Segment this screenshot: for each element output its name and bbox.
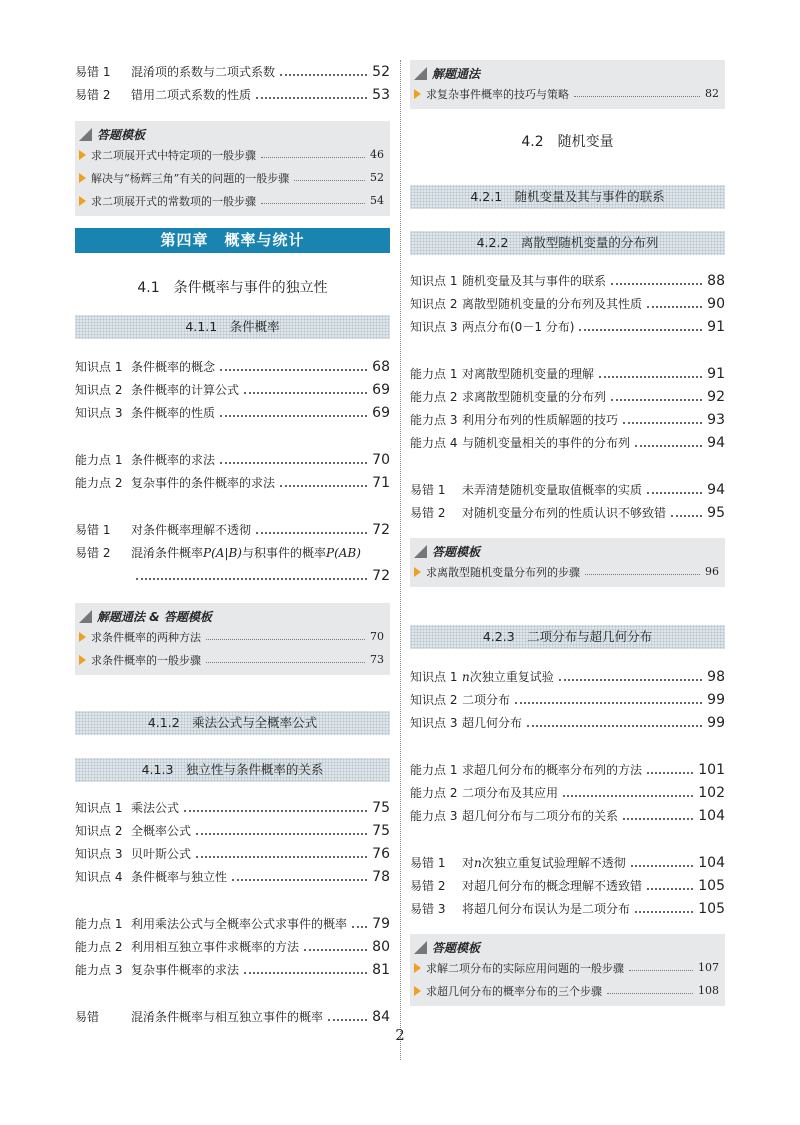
toc-entry-continuation[interactable]: [75, 564, 390, 587]
toc-entry[interactable]: [75, 541, 390, 564]
arrow-icon: [414, 986, 421, 996]
section-heading[interactable]: 4.1 条件概率与事件的独立性: [137, 280, 328, 296]
entry-page: 82: [705, 87, 719, 100]
math-expression: P(A|B): [203, 545, 242, 560]
subsection-band[interactable]: 4.1.3 独立性与条件概率的关系: [75, 758, 390, 782]
entry-title: 求离散型随机变量的分布列: [462, 390, 607, 404]
entry-label: 能力点 4: [410, 436, 458, 450]
entry-page: 105: [698, 877, 725, 894]
toc-entry[interactable]: [410, 408, 725, 431]
dot-leader: [647, 306, 702, 308]
entry-title: 解决与“杨辉三角”有关的问题的一般步骤: [91, 171, 290, 185]
entry-label: 能力点 2: [410, 390, 458, 404]
toc-entry[interactable]: [410, 711, 725, 734]
subsection-band[interactable]: 4.1.1 条件概率: [75, 315, 390, 339]
entry-label: 知识点 1: [75, 801, 123, 815]
arrow-icon: [414, 963, 421, 973]
entry-label: 能力点 3: [75, 963, 123, 977]
toc-entry[interactable]: [75, 83, 390, 106]
entry-page: 92: [707, 388, 725, 405]
dot-leader: [623, 422, 702, 424]
entry-page: 91: [707, 318, 725, 335]
subsection-band[interactable]: 4.1.2 乘法公式与全概率公式: [75, 711, 390, 735]
toc-entry[interactable]: [75, 865, 390, 888]
box-entry[interactable]: [79, 189, 384, 212]
right-column: [410, 60, 725, 1006]
entry-title: 全概率公式: [131, 824, 192, 838]
entry-page: 93: [707, 411, 725, 428]
triangle-icon: [79, 610, 92, 623]
arrow-icon: [79, 196, 86, 206]
entry-label: 知识点 1: [410, 274, 458, 288]
dot-leader: [206, 662, 365, 663]
entry-page: 84: [372, 1008, 390, 1025]
dot-leader: [244, 972, 367, 974]
toc-entry[interactable]: [410, 851, 725, 874]
answer-template-box: [410, 538, 725, 587]
left-column: [75, 60, 390, 1028]
toc-entry[interactable]: [410, 501, 725, 524]
toc-entry[interactable]: [410, 362, 725, 385]
entry-page: 52: [370, 171, 384, 184]
toc-entry[interactable]: [410, 269, 725, 292]
dot-leader: [607, 993, 693, 994]
entry-label: 知识点 2: [75, 383, 123, 397]
dot-leader: [635, 445, 702, 447]
entry-title: 求二项展开式的常数项的一般步骤: [91, 194, 256, 208]
entry-label: 易错 3: [410, 902, 446, 916]
entry-label: 能力点 1: [75, 453, 123, 467]
entry-page: 94: [707, 481, 725, 498]
column-divider: [400, 60, 401, 1060]
entry-label: 能力点 1: [410, 763, 458, 777]
toc-entry[interactable]: [75, 401, 390, 424]
entry-page: 91: [707, 365, 725, 382]
entry-title: 二项分布及其应用: [462, 786, 559, 800]
entry-title: 贝叶斯公式: [131, 847, 192, 861]
toc-entry[interactable]: [410, 758, 725, 781]
toc-entry[interactable]: [75, 448, 390, 471]
entry-title: 求解二项分布的实际应用问题的一般步骤: [426, 961, 624, 975]
entry-title: 错用二项式系数的性质: [131, 88, 252, 102]
box-entry[interactable]: [414, 82, 719, 105]
toc-entry[interactable]: [410, 478, 725, 501]
arrow-icon: [79, 655, 86, 665]
entry-page: 108: [698, 984, 719, 997]
toc-entry[interactable]: [75, 958, 390, 981]
dot-leader: [527, 725, 702, 727]
entry-title: 随机变量及其与事件的联系: [462, 274, 607, 288]
entry-label: 知识点 2: [410, 693, 458, 707]
answer-template-box: [410, 934, 725, 1006]
entry-label: 知识点 4: [75, 870, 123, 884]
entry-title: 求条件概率的一般步骤: [91, 653, 201, 667]
entry-title: 条件概率的性质: [131, 406, 216, 420]
entry-label: 能力点 3: [410, 809, 458, 823]
entry-page: 76: [372, 845, 390, 862]
box-header: 解题通法 & 答题模板: [97, 609, 212, 624]
entry-title: 求二项展开式中特定项的一般步骤: [91, 148, 256, 162]
triangle-icon: [414, 545, 427, 558]
entry-title: 超几何分布与二项分布的关系: [462, 809, 619, 823]
entry-title: 二项分布: [462, 693, 511, 707]
box-header: 解题通法: [432, 66, 481, 81]
arrow-icon: [79, 632, 86, 642]
dot-leader: [220, 462, 367, 464]
box-header: 答题模板: [432, 544, 481, 559]
entry-page: 75: [372, 799, 390, 816]
dot-leader: [585, 574, 700, 575]
entry-page: 102: [698, 784, 725, 801]
entry-label: 易错 1: [410, 856, 446, 870]
toc-entry[interactable]: [410, 897, 725, 920]
triangle-icon: [414, 67, 427, 80]
entry-title: 与随机变量相关的事件的分布列: [462, 436, 631, 450]
toc-entry[interactable]: [75, 842, 390, 865]
toc-entry[interactable]: [75, 518, 390, 541]
dot-leader: [579, 329, 702, 331]
math-expression: P(AB): [326, 545, 361, 560]
entry-title: 将超几何分布误认为是二项分布: [462, 902, 631, 916]
entry-title: 混淆条件概率与相互独立事件的概率: [131, 1010, 324, 1024]
entry-title: 混淆项的系数与二项式系数: [131, 65, 276, 79]
dot-leader: [635, 911, 693, 913]
toc-entry[interactable]: [410, 292, 725, 315]
entry-title: 对随机变量分布列的性质认识不够致错: [462, 506, 667, 520]
dot-leader: [304, 949, 367, 951]
toc-entry[interactable]: [410, 781, 725, 804]
toc-entry[interactable]: [75, 819, 390, 842]
entry-label: 知识点 2: [75, 824, 123, 838]
entry-title: 求离散型随机变量分布列的步骤: [426, 565, 580, 579]
entry-title: 超几何分布: [462, 716, 523, 730]
section-heading[interactable]: 4.2 随机变量: [521, 134, 614, 150]
dot-leader: [328, 1019, 367, 1021]
entry-page: 72: [372, 521, 390, 538]
entry-label: 易错 2: [75, 88, 111, 102]
entry-title: 条件概率的求法: [131, 453, 216, 467]
dot-leader: [515, 702, 702, 704]
dot-leader: [244, 392, 367, 394]
entry-title: 未弄清楚随机变量取值概率的实质: [462, 483, 643, 497]
entry-title: 复杂事件概率的求法: [131, 963, 240, 977]
entry-page: 104: [698, 854, 725, 871]
dot-leader: [256, 532, 367, 534]
entry-label: 易错 1: [75, 523, 111, 537]
entry-label: 能力点 2: [75, 940, 123, 954]
page-number: 2: [395, 1026, 405, 1044]
entry-label: 知识点 1: [410, 670, 458, 684]
entry-label: 能力点 1: [410, 367, 458, 381]
entry-page: 69: [372, 381, 390, 398]
entry-page: 69: [372, 404, 390, 421]
entry-page: 104: [698, 807, 725, 824]
entry-page: 79: [372, 915, 390, 932]
dot-leader: [647, 888, 693, 890]
entry-label: 易错: [75, 1010, 100, 1024]
toc-entry[interactable]: [410, 385, 725, 408]
entry-page: 98: [707, 668, 725, 685]
box-entry[interactable]: [79, 143, 384, 166]
toc-entry[interactable]: [410, 315, 725, 338]
toc-entry[interactable]: [75, 471, 390, 494]
entry-page: 54: [370, 194, 384, 207]
arrow-icon: [79, 150, 86, 160]
arrow-icon: [79, 173, 86, 183]
entry-page: 80: [372, 938, 390, 955]
chapter-banner[interactable]: 第四章 概率与统计: [75, 228, 390, 253]
entry-title: 求复杂事件概率的技巧与策略: [426, 87, 569, 101]
dot-leader: [559, 679, 702, 681]
triangle-icon: [414, 941, 427, 954]
subsection-band[interactable]: 4.2.3 二项分布与超几何分布: [410, 625, 725, 649]
entry-page: 75: [372, 822, 390, 839]
entry-title-part: 次独立重复试验理解不透彻: [481, 856, 626, 870]
entry-title: 对离散型随机变量的理解: [462, 367, 595, 381]
entry-title: 利用乘法公式与全概率公式求事件的概率: [131, 917, 348, 931]
dot-leader: [671, 515, 702, 517]
entry-page: 53: [372, 86, 390, 103]
entry-page: 70: [372, 451, 390, 468]
entry-title: 次独立重复试验: [469, 670, 554, 684]
entry-title: 利用分布列的性质解题的技巧: [462, 413, 619, 427]
entry-page: 107: [698, 961, 719, 974]
dot-leader: [563, 795, 693, 797]
dot-leader: [220, 415, 367, 417]
toc-entry[interactable]: [410, 688, 725, 711]
box-entry[interactable]: [79, 625, 384, 648]
subsection-band[interactable]: 4.2.1 随机变量及其与事件的联系: [410, 185, 725, 209]
dot-leader: [184, 810, 367, 812]
entry-page: 72: [372, 567, 390, 584]
entry-title: 条件概率的概念: [131, 360, 216, 374]
entry-page: 81: [372, 961, 390, 978]
toc-entry[interactable]: [75, 912, 390, 935]
dot-leader: [631, 865, 694, 867]
toc-entry[interactable]: [75, 378, 390, 401]
dot-leader: [280, 485, 367, 487]
entry-page: 78: [372, 868, 390, 885]
toc-entry[interactable]: [410, 874, 725, 897]
dot-leader: [623, 818, 693, 820]
math-expression: n: [474, 855, 482, 870]
entry-label: 能力点 1: [75, 917, 123, 931]
entry-label: 知识点 3: [410, 320, 458, 334]
entry-label: 易错 2: [75, 546, 111, 560]
entry-title-part: 与积事件的概率: [241, 546, 326, 560]
entry-page: 88: [707, 272, 725, 289]
entry-page: 94: [707, 434, 725, 451]
entry-label: 易错 1: [410, 483, 446, 497]
box-entry[interactable]: [79, 166, 384, 189]
entry-title: 复杂事件的条件概率的求法: [131, 476, 276, 490]
entry-title: 求超几何分布的概率分布列的方法: [462, 763, 643, 777]
entry-page: 90: [707, 295, 725, 312]
dot-leader: [220, 369, 367, 371]
dot-leader: [647, 492, 702, 494]
dot-leader: [574, 96, 700, 97]
entry-page: 71: [372, 474, 390, 491]
entry-title: 求超几何分布的概率分布的三个步骤: [426, 984, 602, 998]
dot-leader: [256, 97, 367, 99]
toc-entry[interactable]: [75, 1005, 390, 1028]
entry-label: 知识点 3: [75, 847, 123, 861]
arrow-icon: [414, 89, 421, 99]
entry-title: 对条件概率理解不透彻: [131, 523, 252, 537]
dot-leader: [136, 578, 367, 580]
entry-label: 能力点 2: [410, 786, 458, 800]
box-header: 答题模板: [97, 127, 146, 142]
entry-title: 条件概率的计算公式: [131, 383, 240, 397]
dot-leader: [599, 376, 702, 378]
dot-leader: [629, 970, 693, 971]
entry-page: 46: [370, 148, 384, 161]
toc-entry[interactable]: [75, 796, 390, 819]
box-entry[interactable]: [414, 979, 719, 1002]
dot-leader: [196, 833, 367, 835]
toc-entry[interactable]: [410, 665, 725, 688]
dot-leader: [647, 772, 693, 774]
box-entry[interactable]: [414, 560, 719, 583]
dot-leader: [294, 180, 365, 181]
box-entry[interactable]: [414, 956, 719, 979]
entry-page: 96: [705, 565, 719, 578]
entry-label: 能力点 2: [75, 476, 123, 490]
entry-title: 两点分布(0－1 分布): [462, 320, 575, 334]
dot-leader: [261, 203, 365, 204]
entry-title: 条件概率与独立性: [131, 870, 228, 884]
entry-title: 乘法公式: [131, 801, 180, 815]
toc-entry[interactable]: [410, 804, 725, 827]
entry-label: 易错 2: [410, 506, 446, 520]
entry-label: 知识点 2: [410, 297, 458, 311]
subsection-band[interactable]: 4.2.2 离散型随机变量的分布列: [410, 231, 725, 255]
dot-leader: [611, 399, 702, 401]
entry-page: 101: [698, 761, 725, 778]
arrow-icon: [414, 567, 421, 577]
entry-title: 求条件概率的两种方法: [91, 630, 201, 644]
box-entry[interactable]: [79, 648, 384, 671]
entry-label: 知识点 3: [410, 716, 458, 730]
dot-leader: [261, 157, 365, 158]
triangle-icon: [79, 128, 92, 141]
entry-title: 离散型随机变量的分布列及其性质: [462, 297, 643, 311]
toc-entry[interactable]: [75, 60, 390, 83]
method-template-box: [75, 603, 390, 675]
dot-leader: [196, 856, 367, 858]
entry-page: 95: [707, 504, 725, 521]
entry-page: 70: [370, 630, 384, 643]
answer-template-box: [75, 121, 390, 216]
entry-page: 99: [707, 691, 725, 708]
toc-entry[interactable]: [75, 935, 390, 958]
dot-leader: [352, 926, 367, 928]
entry-label: 能力点 3: [410, 413, 458, 427]
entry-label: 易错 2: [410, 879, 446, 893]
entry-title-part: 混淆条件概率: [131, 546, 204, 560]
entry-page: 105: [698, 900, 725, 917]
box-header: 答题模板: [432, 940, 481, 955]
method-box: [410, 60, 725, 109]
entry-label: 知识点 3: [75, 406, 123, 420]
entry-page: 68: [372, 358, 390, 375]
entry-page: 52: [372, 63, 390, 80]
math-expression: n: [462, 669, 470, 684]
entry-label: 知识点 1: [75, 360, 123, 374]
dot-leader: [611, 283, 702, 285]
dot-leader: [206, 639, 365, 640]
entry-title: 对超几何分布的概念理解不透致错: [462, 879, 643, 893]
entry-page: 73: [370, 653, 384, 666]
entry-page: 99: [707, 714, 725, 731]
entry-title: 利用相互独立事件求概率的方法: [131, 940, 300, 954]
toc-entry[interactable]: [410, 431, 725, 454]
dot-leader: [232, 879, 367, 881]
toc-entry[interactable]: [75, 355, 390, 378]
entry-title-part: 对: [462, 856, 475, 870]
entry-label: 易错 1: [75, 65, 111, 79]
dot-leader: [280, 74, 367, 76]
